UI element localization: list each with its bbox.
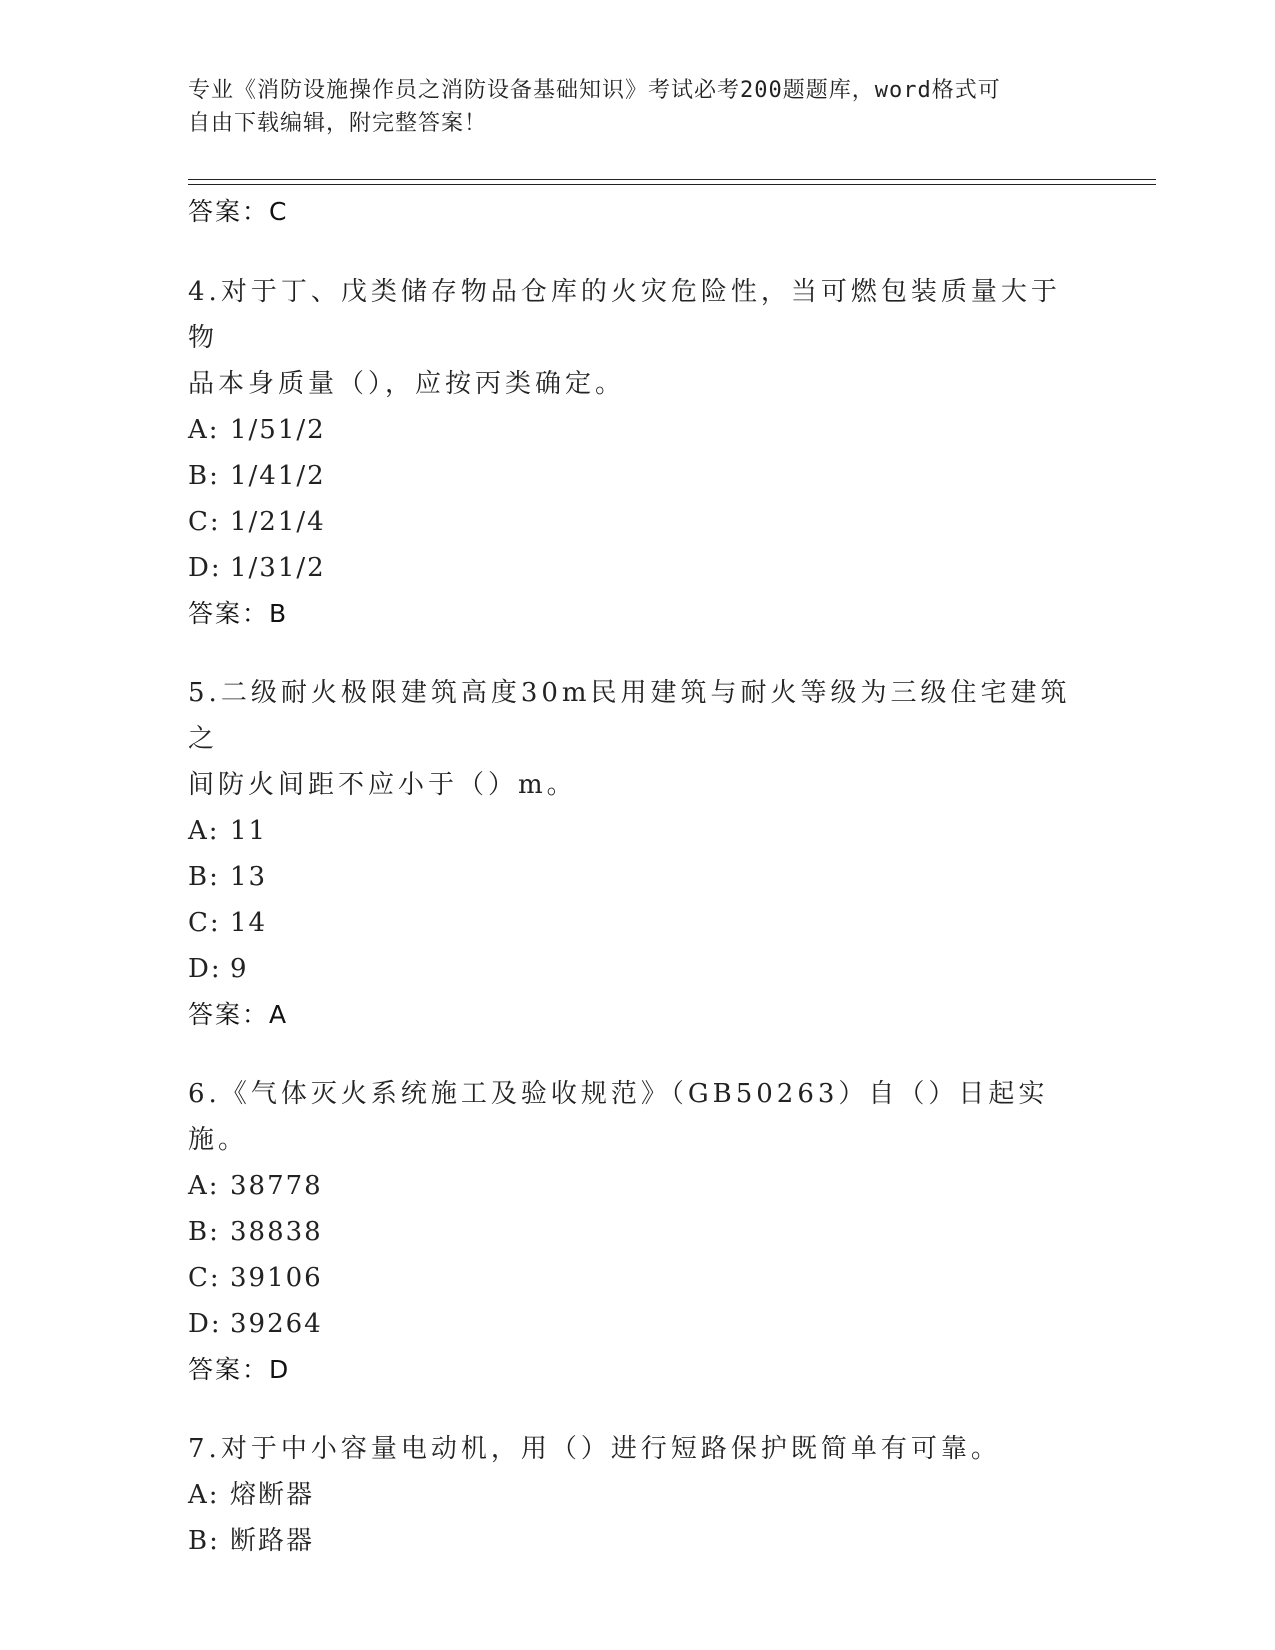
question-number: 5. xyxy=(188,678,221,708)
question-text-line: 二级耐火极限建筑高度30m民用建筑与耐火等级为三级住宅建筑之 xyxy=(188,678,1071,754)
option-label: A: xyxy=(188,816,220,846)
option-d xyxy=(188,545,1088,591)
option-value: 38838 xyxy=(230,1217,323,1247)
header-divider-top xyxy=(188,179,1156,180)
question-text xyxy=(188,1426,1088,1472)
option-b xyxy=(188,1209,1088,1255)
question-block xyxy=(188,1071,1088,1393)
question-text-line: 《气体灭火系统施工及验收规范》（GB50263）自（）日起实施。 xyxy=(188,1079,1049,1155)
answer-line: 答案：B xyxy=(188,599,289,628)
question-number: 7. xyxy=(188,1434,221,1464)
question-text xyxy=(188,1071,1088,1163)
option-a xyxy=(188,1472,1088,1518)
header-divider-bottom xyxy=(188,184,1156,185)
option-c xyxy=(188,499,1088,545)
option-value: 39106 xyxy=(230,1263,323,1293)
option-label: C: xyxy=(188,1263,221,1293)
option-c xyxy=(188,900,1088,946)
option-b xyxy=(188,1518,1088,1564)
question-text-continued: 品本身质量（），应按丙类确定。 xyxy=(188,369,626,399)
option-value: 13 xyxy=(230,862,268,892)
option-label: B: xyxy=(188,461,220,491)
option-label: D: xyxy=(188,1309,222,1339)
question-text-line: 对于中小容量电动机，用（）进行短路保护既简单有可靠。 xyxy=(220,1434,1001,1464)
option-label: C: xyxy=(188,507,221,537)
header-line-2: 自由下载编辑，附完整答案！ xyxy=(188,111,488,136)
option-value: 熔断器 xyxy=(230,1480,315,1510)
question-block xyxy=(188,269,1088,637)
question-block xyxy=(188,1426,1088,1564)
option-c xyxy=(188,1255,1088,1301)
option-label: A: xyxy=(188,1480,220,1510)
option-label: B: xyxy=(188,862,220,892)
question-text-line: 对于丁、戊类储存物品仓库的火灾危险性，当可燃包装质量大于物 xyxy=(188,277,1061,353)
option-b xyxy=(188,854,1088,900)
option-label: C: xyxy=(188,908,221,938)
option-value: 断路器 xyxy=(230,1526,315,1556)
option-value: 9 xyxy=(230,954,249,984)
question-number: 6. xyxy=(188,1079,221,1109)
answer-line: 答案：D xyxy=(188,1355,291,1384)
option-label: B: xyxy=(188,1217,220,1247)
question-list xyxy=(188,188,1088,1564)
question-number: 4. xyxy=(188,277,221,307)
option-d xyxy=(188,1301,1088,1347)
option-value: 14 xyxy=(230,908,268,938)
option-b xyxy=(188,453,1088,499)
option-value: 1/51/2 xyxy=(230,415,326,445)
option-a xyxy=(188,808,1088,854)
option-label: D: xyxy=(188,954,222,984)
document-header xyxy=(188,74,1088,140)
question-text-continued: 间防火间距不应小于（）m。 xyxy=(188,770,577,800)
question-text xyxy=(188,670,1088,762)
header-line-1: 专业《消防设施操作员之消防设备基础知识》考试必考200题题库，word格式可 xyxy=(188,78,1001,103)
option-d xyxy=(188,946,1088,992)
option-value: 1/21/4 xyxy=(230,507,326,537)
answer-line: 答案：C xyxy=(188,197,289,226)
question-block xyxy=(188,670,1088,1038)
option-label: D: xyxy=(188,553,222,583)
question-text xyxy=(188,269,1088,361)
option-value: 39264 xyxy=(230,1309,323,1339)
option-a xyxy=(188,407,1088,453)
option-label: A: xyxy=(188,1171,220,1201)
option-a xyxy=(188,1163,1088,1209)
option-label: B: xyxy=(188,1526,220,1556)
answer-line: 答案：A xyxy=(188,1000,289,1029)
option-value: 38778 xyxy=(230,1171,323,1201)
option-label: A: xyxy=(188,415,220,445)
option-value: 1/31/2 xyxy=(230,553,326,583)
option-value: 1/41/2 xyxy=(230,461,326,491)
option-value: 11 xyxy=(230,816,268,846)
